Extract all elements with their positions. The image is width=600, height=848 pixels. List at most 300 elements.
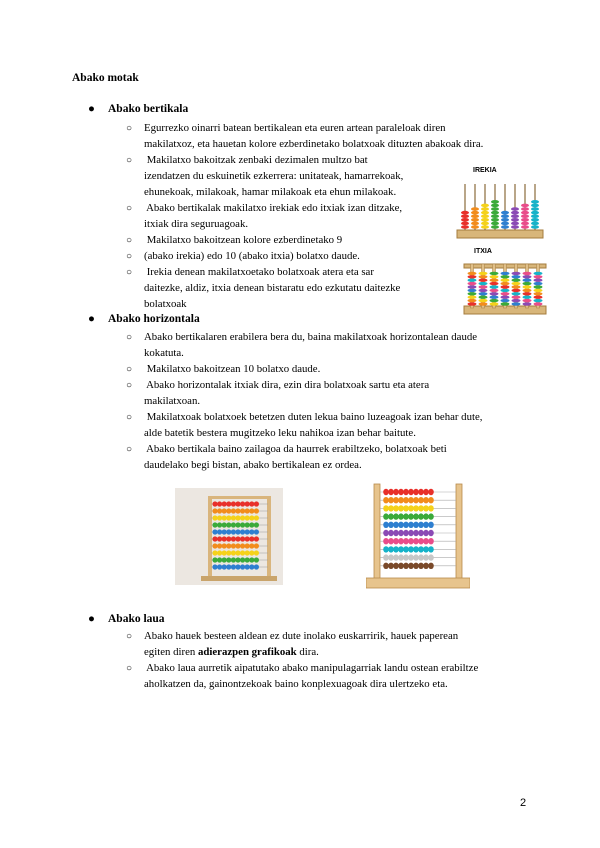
bead [254, 501, 259, 506]
bead [398, 489, 404, 495]
bead [534, 275, 543, 278]
bead [534, 285, 543, 288]
bead [235, 536, 240, 541]
bead [249, 536, 254, 541]
bead [383, 489, 389, 495]
bead [512, 272, 521, 275]
horizontal-abacus-photo [175, 488, 283, 585]
bead [249, 557, 254, 562]
bead [423, 546, 429, 552]
bead [393, 513, 399, 519]
bead [479, 302, 488, 305]
bead [468, 279, 477, 282]
bead [521, 214, 529, 218]
bead [254, 529, 259, 534]
bead [418, 505, 424, 511]
bead [226, 550, 231, 555]
bead [254, 543, 259, 548]
bead [231, 550, 236, 555]
bead [222, 543, 227, 548]
bead [403, 563, 409, 569]
bead [531, 207, 539, 211]
bead [398, 505, 404, 511]
bead [471, 225, 479, 229]
bead [418, 513, 424, 519]
bead [212, 536, 217, 541]
bead [501, 275, 510, 278]
bead [212, 529, 217, 534]
bead [428, 530, 434, 536]
bead [490, 296, 499, 299]
bead [468, 275, 477, 278]
bead [531, 200, 539, 204]
bead [383, 538, 389, 544]
bead [418, 546, 424, 552]
bead [245, 550, 250, 555]
bead [479, 282, 488, 285]
bead [222, 550, 227, 555]
bead [393, 530, 399, 536]
bead [217, 550, 222, 555]
bead [531, 211, 539, 215]
bead [240, 508, 245, 513]
bead [249, 529, 254, 534]
bead [222, 529, 227, 534]
bead [222, 515, 227, 520]
bead [418, 530, 424, 536]
bead [413, 538, 419, 544]
bead [383, 513, 389, 519]
bead [490, 275, 499, 278]
circle-bullet-icon: ○ [126, 267, 133, 278]
bead [235, 508, 240, 513]
bead [398, 497, 404, 503]
bead [501, 222, 509, 226]
bead [254, 557, 259, 562]
bead [408, 530, 414, 536]
bead [468, 272, 477, 275]
bead [481, 218, 489, 222]
bead [398, 513, 404, 519]
bead [428, 546, 434, 552]
bead [413, 546, 419, 552]
frame-top [208, 496, 271, 499]
bead [523, 275, 532, 278]
bead [418, 489, 424, 495]
bead [423, 554, 429, 560]
bead [403, 505, 409, 511]
bead [383, 554, 389, 560]
bead [240, 522, 245, 527]
frame-left [374, 484, 380, 580]
bead [521, 218, 529, 222]
frame-right [456, 484, 462, 580]
bead [521, 211, 529, 215]
bead [523, 285, 532, 288]
bead [468, 302, 477, 305]
bullet-icon: ● [88, 613, 95, 625]
bead [490, 282, 499, 285]
bead [235, 501, 240, 506]
bead [231, 515, 236, 520]
bead [501, 211, 509, 215]
bead [226, 564, 231, 569]
bead [212, 550, 217, 555]
bead [408, 546, 414, 552]
bead [388, 505, 394, 511]
bead [491, 200, 499, 204]
bead [511, 211, 519, 215]
bead [240, 550, 245, 555]
bead [490, 285, 499, 288]
bead [245, 564, 250, 569]
open-abacus-label: IREKIA [473, 167, 497, 174]
bead [245, 543, 250, 548]
bead [461, 218, 469, 222]
bead [479, 292, 488, 295]
bead [388, 497, 394, 503]
bead [217, 557, 222, 562]
bead [388, 546, 394, 552]
bead [413, 563, 419, 569]
bead [222, 508, 227, 513]
circle-bullet-icon: ○ [126, 412, 133, 423]
bead [408, 522, 414, 528]
bead [231, 564, 236, 569]
bead [388, 489, 394, 495]
bead [501, 285, 510, 288]
bead [245, 557, 250, 562]
bead [393, 497, 399, 503]
bead [481, 211, 489, 215]
bead [245, 515, 250, 520]
bead [490, 289, 499, 292]
bead [222, 536, 227, 541]
bead [511, 222, 519, 226]
circle-bullet-icon: ○ [126, 380, 133, 391]
bead [490, 279, 499, 282]
bead [523, 272, 532, 275]
bead [471, 207, 479, 211]
bead [468, 299, 477, 302]
bead [501, 214, 509, 218]
open-abacus-image [455, 166, 545, 241]
bead [240, 501, 245, 506]
bead [512, 299, 521, 302]
circle-bullet-icon: ○ [126, 444, 133, 455]
bead [501, 272, 510, 275]
bead [408, 489, 414, 495]
frame-base [366, 578, 470, 588]
bead [226, 557, 231, 562]
bead [222, 522, 227, 527]
bead [428, 513, 434, 519]
bead [249, 550, 254, 555]
bead [383, 522, 389, 528]
bead [212, 515, 217, 520]
bead [245, 529, 250, 534]
bead [491, 225, 499, 229]
bead [383, 546, 389, 552]
bead [501, 289, 510, 292]
bead [212, 543, 217, 548]
bead [393, 563, 399, 569]
bead [245, 501, 250, 506]
bead [413, 497, 419, 503]
bead [521, 204, 529, 208]
bead [423, 522, 429, 528]
bead [235, 529, 240, 534]
bead [479, 296, 488, 299]
bead [226, 529, 231, 534]
bead [512, 285, 521, 288]
bead [212, 508, 217, 513]
bead [512, 279, 521, 282]
bead [217, 522, 222, 527]
bead [235, 522, 240, 527]
circle-bullet-icon: ○ [126, 235, 133, 246]
bead [521, 225, 529, 229]
bead [408, 554, 414, 560]
bead [490, 302, 499, 305]
frame-left [208, 496, 212, 580]
page-title: Abako motak [72, 72, 139, 84]
bead [226, 536, 231, 541]
bead [413, 513, 419, 519]
circle-bullet-icon: ○ [126, 251, 133, 262]
bead [491, 207, 499, 211]
bead [512, 292, 521, 295]
bead [479, 275, 488, 278]
bead [398, 538, 404, 544]
bead [212, 557, 217, 562]
bead [217, 564, 222, 569]
bead [393, 505, 399, 511]
bead [534, 302, 543, 305]
bead [217, 529, 222, 534]
bead [481, 204, 489, 208]
bead [403, 489, 409, 495]
bead [490, 272, 499, 275]
bead [217, 536, 222, 541]
bead [212, 501, 217, 506]
bead [471, 214, 479, 218]
bead [428, 522, 434, 528]
bead [231, 557, 236, 562]
bead [418, 563, 424, 569]
closed-abacus-label: ITXIA [474, 248, 492, 255]
bead [240, 557, 245, 562]
bead [403, 522, 409, 528]
bead [240, 515, 245, 520]
bead [423, 563, 429, 569]
bead [511, 218, 519, 222]
bead [468, 292, 477, 295]
bead [418, 554, 424, 560]
bead [413, 530, 419, 536]
bead [521, 207, 529, 211]
bead [511, 225, 519, 229]
bead [479, 272, 488, 275]
bead [388, 554, 394, 560]
bead [245, 522, 250, 527]
bead [468, 289, 477, 292]
bead [226, 543, 231, 548]
bead [254, 522, 259, 527]
bead [249, 564, 254, 569]
bead [534, 289, 543, 292]
bead [398, 563, 404, 569]
bead [481, 225, 489, 229]
bead [531, 222, 539, 226]
bead [249, 543, 254, 548]
bead [398, 554, 404, 560]
page-number: 2 [520, 797, 527, 809]
bead [471, 211, 479, 215]
bead [235, 550, 240, 555]
bead [388, 563, 394, 569]
bead [501, 302, 510, 305]
bead [231, 529, 236, 534]
bead [212, 522, 217, 527]
bead [501, 282, 510, 285]
bead [403, 546, 409, 552]
circle-bullet-icon: ○ [126, 123, 133, 134]
bead [491, 218, 499, 222]
bead [468, 282, 477, 285]
bead [491, 222, 499, 226]
bead [240, 564, 245, 569]
bead [471, 218, 479, 222]
bead [226, 515, 231, 520]
circle-bullet-icon: ○ [126, 332, 133, 343]
bead [383, 563, 389, 569]
bead [217, 508, 222, 513]
bead [240, 529, 245, 534]
bead [423, 489, 429, 495]
bead [403, 530, 409, 536]
bead [231, 536, 236, 541]
bead [398, 546, 404, 552]
bead [217, 543, 222, 548]
bead [490, 292, 499, 295]
bead [512, 296, 521, 299]
bead [534, 279, 543, 282]
bead [523, 282, 532, 285]
bead [501, 296, 510, 299]
bead [226, 522, 231, 527]
bead [512, 289, 521, 292]
bead [428, 505, 434, 511]
bead [479, 279, 488, 282]
bead [501, 292, 510, 295]
bead [523, 289, 532, 292]
bead [398, 530, 404, 536]
bead [423, 513, 429, 519]
bead [471, 222, 479, 226]
bead [240, 543, 245, 548]
bead [521, 222, 529, 226]
bead [418, 538, 424, 544]
bead [413, 505, 419, 511]
bead [235, 543, 240, 548]
bead [428, 497, 434, 503]
bead [534, 292, 543, 295]
bead [249, 501, 254, 506]
bead [428, 554, 434, 560]
closed-abacus-image [462, 248, 548, 316]
bead [501, 279, 510, 282]
bead [461, 225, 469, 229]
bead [534, 296, 543, 299]
bead [490, 299, 499, 302]
bead [491, 211, 499, 215]
bead [231, 501, 236, 506]
bead [393, 489, 399, 495]
bead [235, 564, 240, 569]
bead [254, 515, 259, 520]
bead [428, 489, 434, 495]
bead [249, 515, 254, 520]
bead [428, 538, 434, 544]
bead [226, 501, 231, 506]
bead [403, 497, 409, 503]
bead [512, 302, 521, 305]
bead [523, 279, 532, 282]
bead [383, 530, 389, 536]
bead [222, 564, 227, 569]
bead [408, 563, 414, 569]
bead [254, 564, 259, 569]
horizontal-abacus-illustration [366, 482, 470, 590]
bead [501, 225, 509, 229]
bead [398, 522, 404, 528]
bead [240, 536, 245, 541]
bead [534, 272, 543, 275]
bead [226, 508, 231, 513]
bead [254, 536, 259, 541]
bead [423, 530, 429, 536]
bead [423, 505, 429, 511]
bead [403, 538, 409, 544]
bead [531, 225, 539, 229]
circle-bullet-icon: ○ [126, 631, 133, 642]
bead [461, 222, 469, 226]
bead [254, 508, 259, 513]
bead [531, 218, 539, 222]
bead [388, 538, 394, 544]
bead [249, 522, 254, 527]
bead [511, 207, 519, 211]
bead [423, 497, 429, 503]
frame-right [267, 496, 271, 580]
bead [403, 513, 409, 519]
bead [388, 513, 394, 519]
bead [393, 546, 399, 552]
bead [231, 508, 236, 513]
bead [491, 204, 499, 208]
bead [408, 538, 414, 544]
frame-base [201, 576, 277, 581]
bead [523, 299, 532, 302]
bead [501, 299, 510, 302]
bead [231, 522, 236, 527]
bead [501, 218, 509, 222]
bead [512, 275, 521, 278]
bead [523, 292, 532, 295]
bead [393, 554, 399, 560]
bead [212, 564, 217, 569]
